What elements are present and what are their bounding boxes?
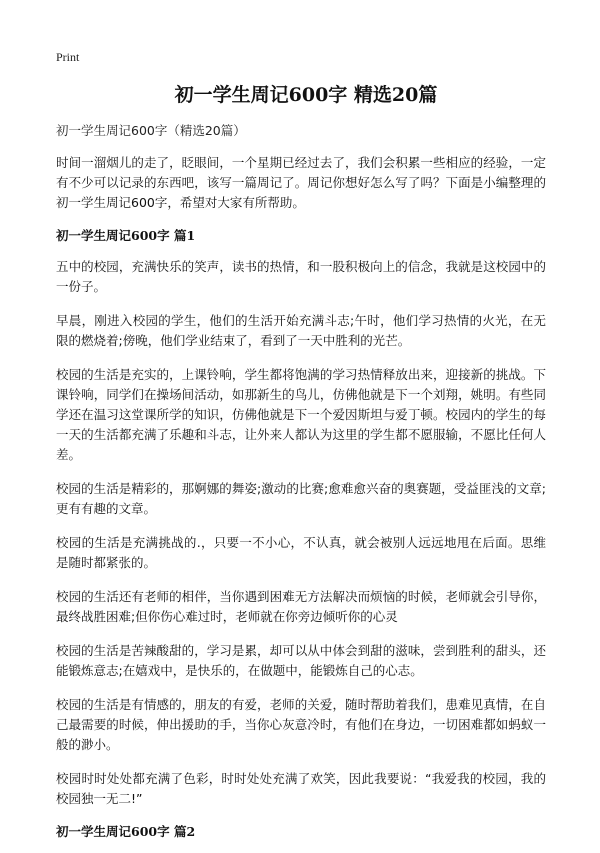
paragraph: 校园时时处处都充满了色彩，时时处处充满了欢笑，因此我要说：“我爱我的校园，我的校园独一无二!”	[56, 771, 546, 806]
paragraph: 校园的生活是充满挑战的.，只要一不小心，不认真，就会被别人远远地甩在后面。思维是随时都紧张的。	[56, 535, 546, 570]
paragraph: 早晨，刚进入校园的学生，他们的生活开始充满斗志;午时，他们学习热情的火光，在无限的燃烧着;傍晚，他们学业结束了，看到了一天中胜利的光芒。	[56, 313, 546, 348]
paragraph: 校园的生活还有老师的相伴，当你遇到困难无方法解决而烦恼的时候，老师就会引导你，最终战胜困难;但你伤心难过时，老师就在你旁边倾听你的心灵	[56, 589, 546, 624]
section-2	[56, 823, 546, 841]
paragraph: 五中的校园，充满快乐的笑声，读书的热情，和一股积极向上的信念，我就是这校园中的一份子。	[56, 259, 546, 294]
document-body	[56, 122, 546, 853]
print-link[interactable]: Print	[56, 50, 80, 64]
intro-paragraph: 时间一溜烟儿的走了，眨眼间，一个星期已经过去了，我们会积累一些相应的经验，一定有不少可以记录的东西吧，该写一篇周记了。周记你想好怎么写了吗？下面是小编整理的初一学生周记600字，希望对大家有所帮助。	[56, 155, 546, 210]
section-heading: 初一学生周记600字 篇1	[56, 228, 196, 243]
paragraph: 校园的生活是苦辣酸甜的，学习是累，却可以从中体会到甜的滋味，尝到胜利的甜头，还能锻炼意志;在嬉戏中，是快乐的，在做题中，能锻炼自己的心志。	[56, 643, 546, 678]
paragraph: 校园的生活是精彩的，那婀娜的舞姿;激动的比赛;愈难愈兴奋的奥赛题，受益匪浅的文章;更有有趣的文章。	[56, 481, 546, 516]
document-subtitle: 初一学生周记600字（精选20篇）	[56, 123, 246, 138]
paragraph: 校园的生活是充实的，上课铃响，学生都将饱满的学习热情释放出来，迎接新的挑战。下课铃响，同学们在操场间活动，如那新生的鸟儿，仿佛他就是下一个刘翔，姚明。有些同学还在温习这堂课所学的知识，仿佛他就是下一个爱因斯坦与爱丁顿。校园内的学生的每一天的生活都充满了乐趣和斗志，让外来人都认为这里的学生都不愿服输，不愿比任何人差。	[56, 367, 546, 462]
section-1	[56, 227, 546, 809]
paragraph: 校园的生活是有情感的，朋友的有爱，老师的关爱，随时帮助着我们，患难见真情，在自己最需要的时候，伸出援助的手，当你心灰意冷时，有他们在身边，一切困难都如蚂蚁一般的渺小。	[56, 697, 546, 752]
page-title: 初一学生周记600字 精选20篇	[174, 84, 438, 106]
section-heading: 初一学生周记600字 篇2	[56, 824, 196, 839]
